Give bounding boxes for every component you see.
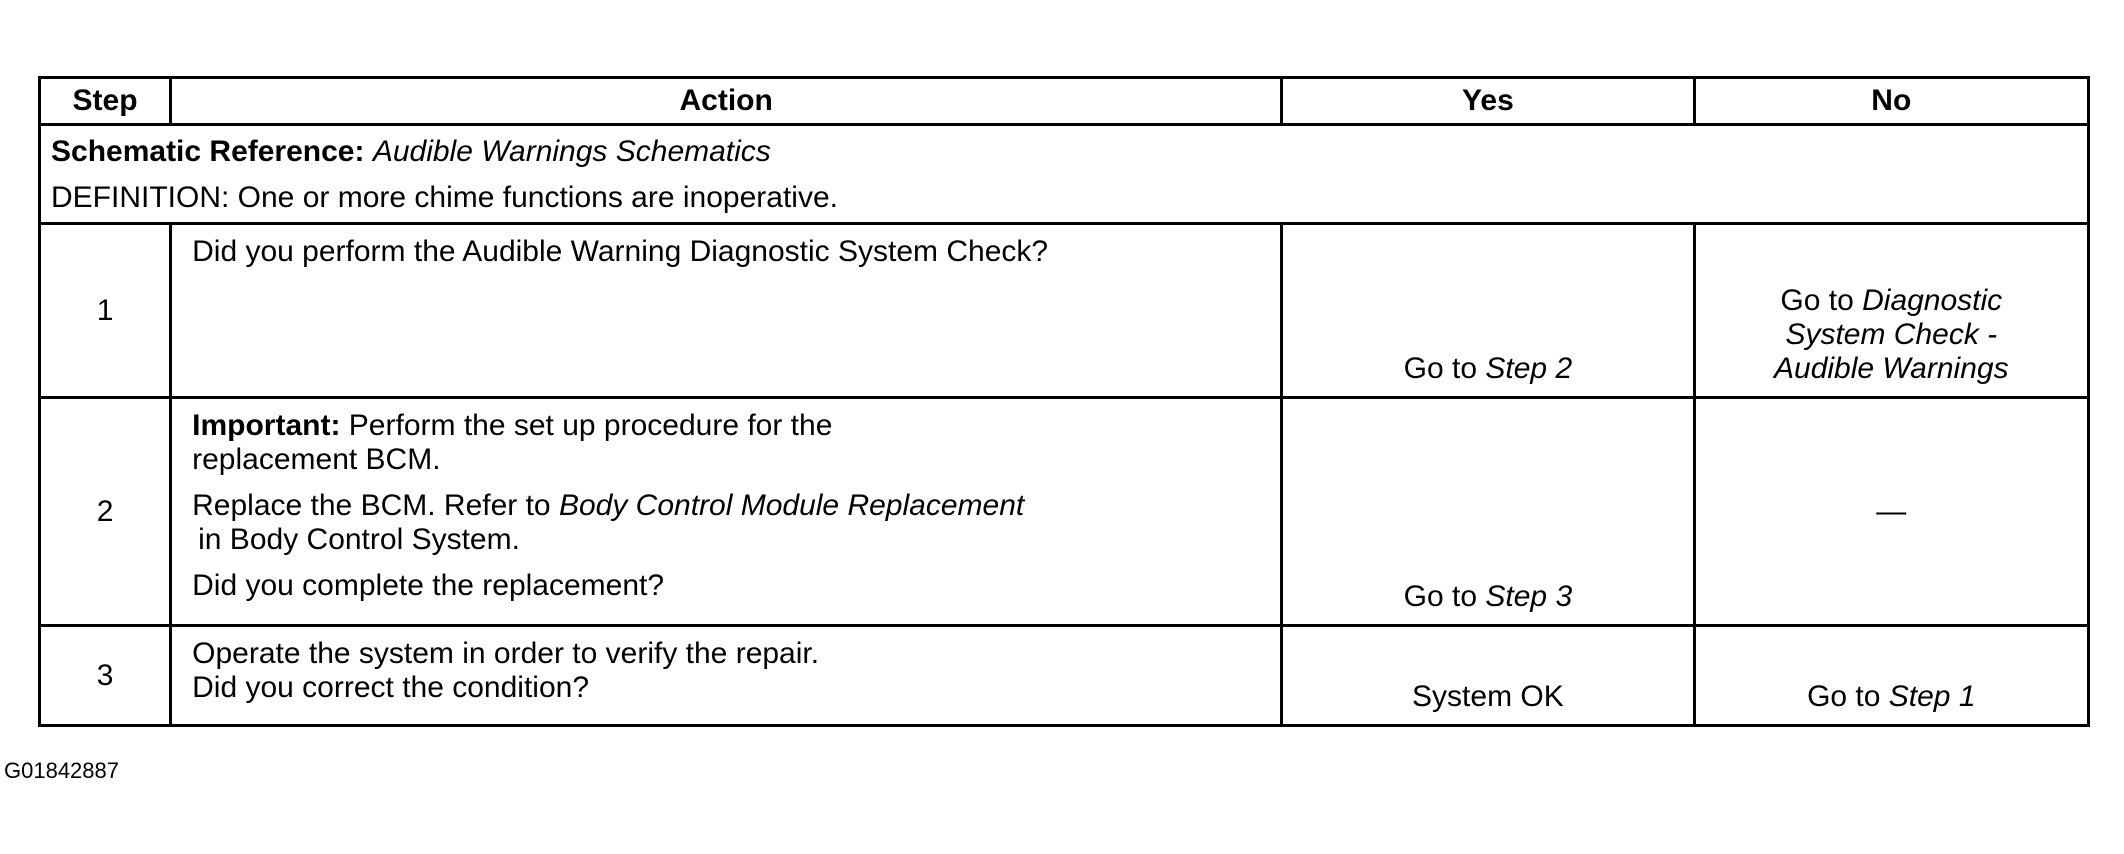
schematic-reference-link[interactable]: Audible Warnings Schematics xyxy=(372,135,771,168)
important-note xyxy=(192,409,1260,477)
yes-link-step-2[interactable]: Step 2 xyxy=(1485,352,1573,385)
important-label: Important: xyxy=(192,409,341,442)
yes-link-step-3[interactable]: Step 3 xyxy=(1485,580,1573,613)
no-cell xyxy=(1694,626,2088,726)
question-text: Did you complete the replacement? xyxy=(192,569,665,602)
header-action: Action xyxy=(171,78,1282,125)
no-link-line-3[interactable]: Audible Warnings xyxy=(1774,352,2009,385)
no-cell xyxy=(1694,398,2088,626)
diagnostic-table xyxy=(38,76,2090,727)
table-row xyxy=(40,626,2089,726)
no-cell xyxy=(1694,224,2088,398)
replace-text-2: in Body Control System. xyxy=(198,523,520,556)
step-number: 1 xyxy=(40,224,171,398)
action-text-1: Operate the system in order to verify the repair. xyxy=(192,637,820,670)
no-prefix: Go to xyxy=(1780,284,1854,317)
schematic-reference xyxy=(41,126,2087,174)
reference-cell xyxy=(40,125,2089,224)
table-row xyxy=(40,224,2089,398)
no-dash: — xyxy=(1876,494,1907,528)
action-cell xyxy=(171,224,1282,398)
replace-text: Replace the BCM. Refer to xyxy=(192,489,551,522)
action-text: Did you perform the Audible Warning Diagnostic System Check? xyxy=(192,235,1049,268)
no-link-line-2[interactable]: System Check - xyxy=(1785,318,1998,351)
step-number: 2 xyxy=(40,398,171,626)
yes-prefix: Go to xyxy=(1403,580,1478,613)
important-text-1: Perform the set up procedure for the xyxy=(348,409,833,442)
header-yes: Yes xyxy=(1282,78,1694,125)
header-row xyxy=(40,78,2089,125)
reference-row xyxy=(40,125,2089,224)
action-cell xyxy=(171,626,1282,726)
header-step: Step xyxy=(40,78,171,125)
table-row xyxy=(40,398,2089,626)
yes-prefix: Go to xyxy=(1403,352,1478,385)
important-text-2: replacement BCM. xyxy=(192,443,441,476)
schematic-reference-label: Schematic Reference: xyxy=(51,135,365,168)
yes-result: System OK xyxy=(1412,680,1564,713)
no-link-line-1[interactable]: Diagnostic xyxy=(1862,284,2003,317)
figure-id: G01842887 xyxy=(4,758,119,783)
action-text-2: Did you correct the condition? xyxy=(192,671,590,704)
definition-text: DEFINITION: One or more chime functions are inoperative. xyxy=(51,181,838,214)
yes-cell xyxy=(1282,224,1694,398)
header-no: No xyxy=(1694,78,2088,125)
bcm-replacement-link[interactable]: Body Control Module Replacement xyxy=(558,489,1025,522)
no-link-step-1[interactable]: Step 1 xyxy=(1888,680,1976,713)
no-prefix: Go to xyxy=(1807,680,1881,713)
yes-cell xyxy=(1282,626,1694,726)
replace-instruction xyxy=(192,489,1260,557)
action-cell xyxy=(171,398,1282,626)
yes-cell xyxy=(1282,398,1694,626)
step-number: 3 xyxy=(40,626,171,726)
